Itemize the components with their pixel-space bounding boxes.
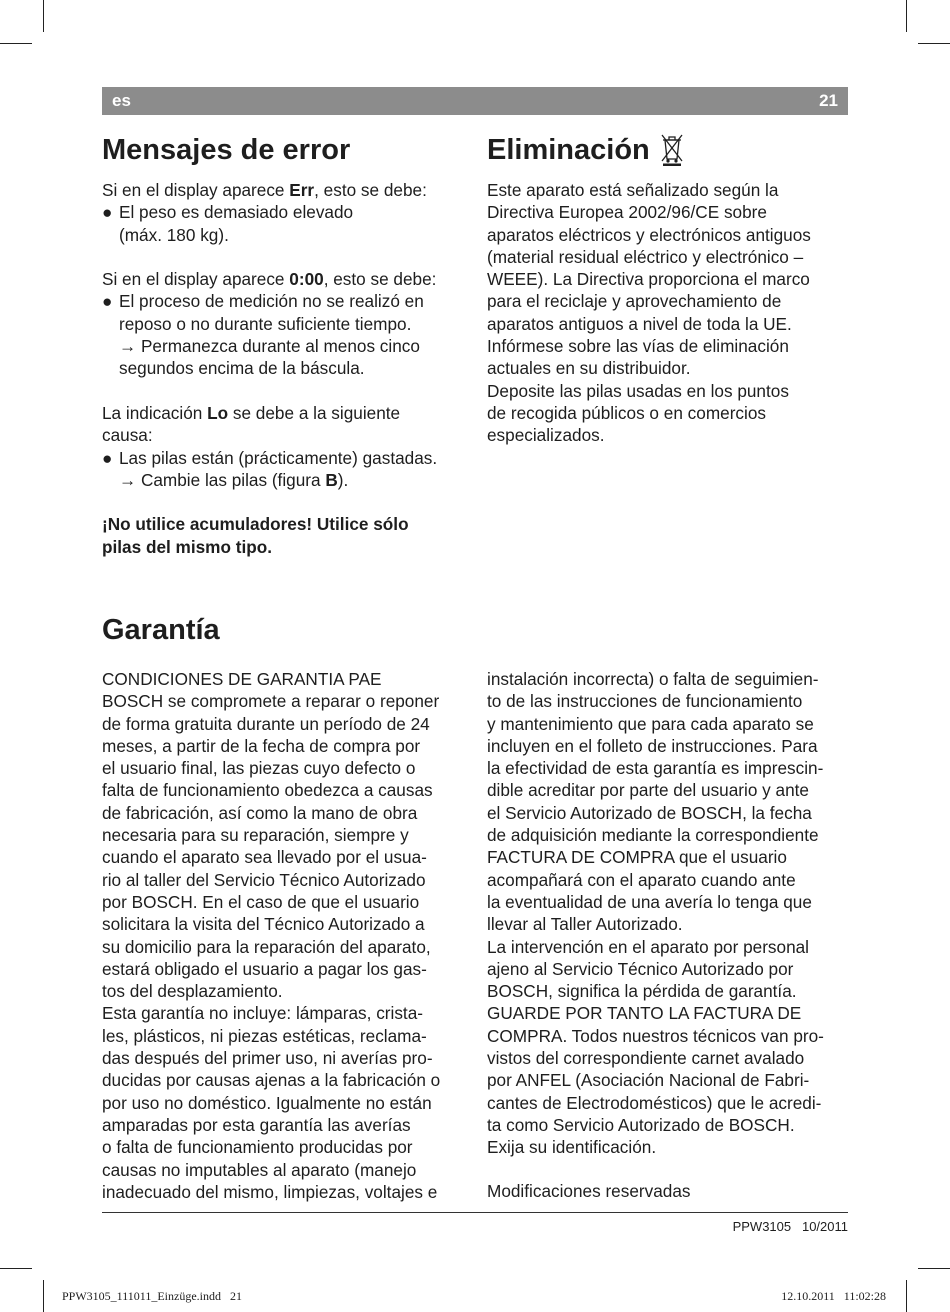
language-code: es — [112, 91, 131, 110]
text-line: Este aparato está señalizado según la — [487, 180, 779, 200]
error-messages-title: Mensajes de error — [102, 134, 351, 166]
text-line: por uso no doméstico. Igualmente no están — [102, 1092, 432, 1113]
print-slug-timestamp: 12.10.2011 11:02:28 — [781, 1289, 886, 1303]
list-item-continuation: reposo o no durante suficiente tiempo. — [119, 313, 412, 334]
warranty-right-column — [487, 668, 857, 1159]
text-line: actuales en su distribuidor. — [487, 358, 691, 379]
crop-mark — [918, 43, 950, 44]
modifications-note: Modificaciones reservadas — [487, 1181, 691, 1201]
text-line: Exija su identificación. — [487, 1137, 657, 1158]
action-instruction: → Cambie las pilas (figura B). — [119, 469, 349, 490]
warranty-left-column — [102, 668, 472, 1203]
text-line: acompañará con el aparato cuando ante — [487, 869, 796, 890]
disposal-title: Eliminación — [487, 134, 650, 166]
text-line: Esta garantía no incluye: lámparas, crista- — [102, 1003, 423, 1024]
text-line: de forma gratuita durante un período de 24 — [102, 713, 430, 734]
text-line: o falta de funcionamiento producidas por — [102, 1137, 413, 1158]
text-line: llevar al Taller Autorizado. — [487, 914, 683, 935]
text-line: solicitara la visita del Técnico Autorizado a — [102, 914, 425, 935]
text-line: dible acreditar por parte del usuario y ante — [487, 780, 809, 801]
disposal-body — [487, 179, 857, 447]
text-line: causas no imputables al aparato (manejo — [102, 1159, 417, 1180]
text-line: el usuario final, las piezas cuyo defecto o — [102, 758, 416, 779]
list-item: ● El proceso de medición no se realizó en — [102, 291, 424, 312]
lo-intro: La indicación Lo se debe a la siguiente — [102, 402, 401, 423]
text-line: amparadas por esta garantía las averías — [102, 1114, 411, 1135]
text-line: necesaria para su reparación, siempre y — [102, 825, 409, 846]
bullet: ● — [102, 202, 113, 223]
text-line: Directiva Europea 2002/96/CE sobre — [487, 202, 767, 223]
text-line: (material residual eléctrico y electrónico – — [487, 246, 804, 267]
text-line: BOSCH, significa la pérdida de garantía. — [487, 981, 797, 1002]
text-line: para el reciclaje y aprovechamiento de — [487, 291, 782, 312]
footer-divider — [102, 1212, 848, 1213]
warranty-title: Garantía — [102, 614, 220, 646]
text-line: meses, a partir de la fecha de compra por — [102, 735, 421, 756]
crossed-out-wheelie-bin-icon — [658, 131, 686, 167]
lo-code: Lo — [207, 402, 229, 423]
text-line: FACTURA DE COMPRA que el usuario — [487, 847, 787, 868]
text-line: BOSCH se compromete a reparar o reponer — [102, 691, 440, 712]
text-line: el Servicio Autorizado de BOSCH, la fecha — [487, 802, 812, 823]
text-line: de recogida públicos o en comercios — [487, 402, 766, 423]
text-line: falta de funcionamiento obedezca a causas — [102, 780, 433, 801]
text-line: COMPRA. Todos nuestros técnicos van pro- — [487, 1025, 824, 1046]
crop-mark — [918, 1268, 950, 1269]
text-line: la eventualidad de una avería lo tenga que — [487, 891, 812, 912]
crop-mark — [906, 1280, 907, 1312]
text-line: vistos del correspondiente carnet avalado — [487, 1048, 805, 1069]
text-line: GUARDE POR TANTO LA FACTURA DE — [487, 1003, 802, 1024]
err-code: Err — [289, 180, 315, 200]
text-line: la efectividad de esta garantía es imprescin- — [487, 758, 824, 779]
print-slug-file: PPW3105_111011_Einzüge.indd 21 — [62, 1289, 242, 1303]
figure-reference: B — [325, 469, 338, 490]
crop-mark — [0, 1268, 32, 1269]
text-line: de adquisición mediante la correspondiente — [487, 825, 819, 846]
crop-mark — [43, 0, 44, 32]
text-line: especializados. — [487, 425, 605, 446]
bullet: ● — [102, 291, 113, 312]
list-item: ● El peso es demasiado elevado — [102, 202, 354, 223]
text-line: incluyen en el folleto de instrucciones. Para — [487, 735, 818, 756]
text-line: ta como Servicio Autorizado de BOSCH. — [487, 1114, 795, 1135]
text-line: WEEE). La Directiva proporciona el marco — [487, 269, 810, 290]
text-line: to de las instrucciones de funcionamiento — [487, 691, 803, 712]
model-date-code: PPW3105 10/2011 — [732, 1219, 848, 1234]
text-line: por BOSCH. En el caso de que el usuario — [102, 891, 420, 912]
crop-mark — [0, 43, 32, 44]
text-line: rio al taller del Servicio Técnico Autorizado — [102, 869, 426, 890]
list-item: ● Las pilas están (prácticamente) gastadas. — [102, 447, 438, 468]
battery-warning: ¡No utilice acumuladores! Utilice sólo pilas del mismo tipo. — [102, 514, 409, 557]
crop-mark — [906, 0, 907, 32]
text-line: La intervención en el aparato por personal — [487, 936, 810, 957]
zero-intro: Si en el display aparece 0:00, esto se debe: — [102, 269, 437, 290]
error-messages-body — [102, 179, 472, 558]
text-line: aparatos eléctricos y electrónicos antiguos — [487, 224, 811, 245]
action-instruction-continuation: segundos encima de la báscula. — [119, 358, 365, 379]
action-instruction: → Permanezca durante al menos cinco — [119, 336, 420, 357]
text-line: das después del primer uso, ni averías pro- — [102, 1048, 433, 1069]
crop-mark — [43, 1280, 44, 1312]
page-header-bar — [102, 87, 848, 115]
text-line: y mantenimiento que para cada aparato se — [487, 713, 814, 734]
text-line: ajeno al Servicio Técnico Autorizado por — [487, 958, 794, 979]
text-line: ducidas por causas ajenas a la fabricación o — [102, 1070, 441, 1091]
text-line: su domicilio para la reparación del aparato, — [102, 936, 431, 957]
text-line: por ANFEL (Asociación Nacional de Fabri- — [487, 1070, 810, 1091]
text-line: Deposite las pilas usadas en los puntos — [487, 380, 789, 401]
lo-intro-continuation: causa: — [102, 425, 153, 446]
err-intro: Si en el display aparece Err, esto se debe: — [102, 180, 427, 200]
text-line: tos del desplazamiento. — [102, 981, 283, 1002]
page-number: 21 — [819, 91, 838, 110]
text-line: cantes de Electrodomésticos) que le acredi- — [487, 1092, 822, 1113]
text-line: instalación incorrecta) o falta de seguimien- — [487, 669, 819, 689]
text-line: de fabricación, así como la mano de obra — [102, 802, 418, 823]
list-item-continuation: (máx. 180 kg). — [119, 224, 229, 245]
text-line: Infórmese sobre las vías de eliminación — [487, 336, 789, 357]
text-line: cuando el aparato sea llevado por el usua- — [102, 847, 427, 868]
bullet: ● — [102, 447, 113, 468]
text-line: aparatos antiguos a nivel de toda la UE. — [487, 313, 792, 334]
text-line: les, plásticos, ni piezas estéticas, reclama- — [102, 1025, 427, 1046]
zero-code: 0:00 — [289, 269, 324, 290]
text-line: inadecuado del mismo, limpiezas, voltajes e — [102, 1181, 438, 1202]
text-line: CONDICIONES DE GARANTIA PAE — [102, 669, 382, 689]
text-line: estará obligado el usuario a pagar los gas- — [102, 958, 427, 979]
